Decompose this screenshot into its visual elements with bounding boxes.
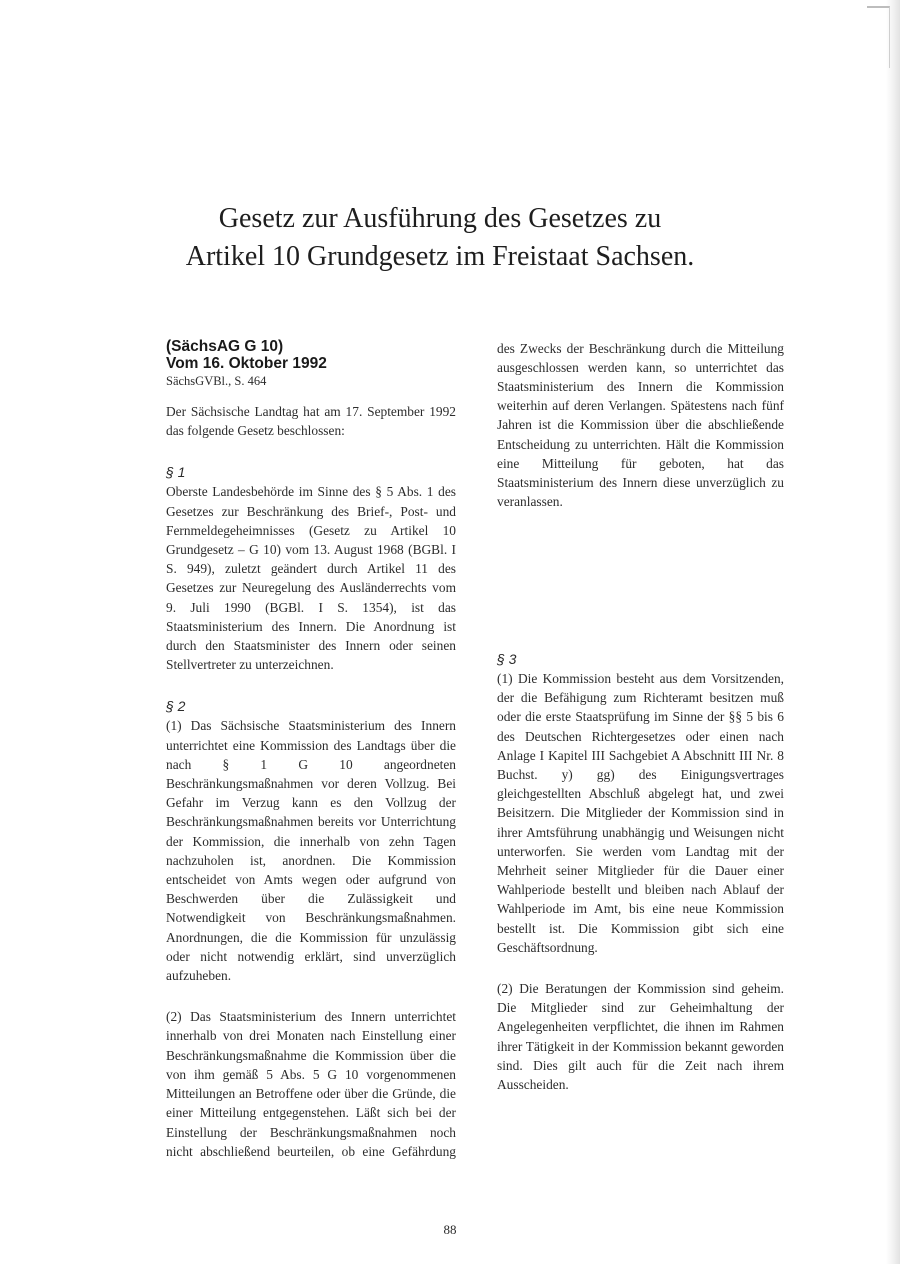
section-2-paragraph-2-continued: [497, 339, 784, 627]
preamble: Der Sächsische Landtag hat am 17. September 1992 das folgende Gesetz beschlossen:: [166, 404, 456, 439]
law-date: Vom 16. Oktober 1992: [166, 355, 327, 372]
short-title: (SächsAG G 10): [166, 338, 284, 355]
section-1-heading: § 1: [166, 464, 186, 481]
scan-edge-shadow: [886, 0, 900, 1264]
gazette-reference: SächsGVBl., S. 464: [166, 374, 267, 388]
section-1-text: Oberste Landesbehörde im Sinne des § 5 Abs. 1 des Gesetzes zur Beschränkung des Brief-, Post- und Fernmeldegeheimnisses (Gesetz zu Artikel 10 Grundgesetz – G 10) vom 13. August 1968 (BGBl. I S. 949), zuletzt geändert durch Artikel 11 des Gesetzes zur Neuregelung des Ausländerrechts vom 9. Juli 1990 (BGBl. I S. 1354), ist das Staatsministerium des Innern. Die Anordnung ist durch den Staatsminister des Innern oder seinen Stellvertreter zu unterzeichnen.: [166, 484, 456, 673]
section-2-paragraph-1: (1) Das Sächsische Staatsministerium des Innern unterrichtet eine Kommission des Landtags über die nach § 1 G 10 angeordneten Beschränkungsmaßnahmen vor deren Vollzug. Bei Gefahr im Verzug kann es den Vollzug der Beschränkungsmaßnahmen bereits vor Unterrichtung der Kommission, die innerhalb von zehn Tagen nachzuholen ist, anordnen. Die Kommission entscheidet von Amts wegen oder aufgrund von Beschwerden über die Zulässigkeit und Notwendigkeit von Beschränkungsmaßnahmen. Anordnungen, die die Kommission für unzulässig oder nicht notwendig erklärt, sind unverzüglich aufzuheben.: [166, 718, 456, 984]
section-2-heading: § 2: [166, 698, 186, 715]
title-line-1: Gesetz zur Ausführung des Gesetzes zu: [218, 203, 662, 234]
section-3-paragraph-2: (2) Die Beratungen der Kommission sind geheim. Die Mitglieder sind zur Geheimhaltung der Angelegenheiten verpflichtet, die ihnen im Rahmen ihrer Tätigkeit in der Kommission bekannt geworden sind. Dies gilt auch für die Zeit nach ihrem Ausscheiden.: [497, 981, 784, 1093]
left-column: [166, 338, 456, 1161]
page-title: [100, 200, 780, 276]
section-3-paragraph-1: (1) Die Kommission besteht aus dem Vorsitzenden, der die Befähigung zum Richteramt besitzen muß oder die erste Staatsprüfung im Sinne der §§ 5 bis 6 des Deutschen Richtergesetzes oder einen nach Anlage I Kapitel III Sachgebiet A Abschnitt III Nr. 8 Buchst. y) gg) des Einigungsvertrages gleichgestellten Abschluß abgelegt hat, und zwei Beisitzern. Die Mitglieder der Kommission sind in ihrer Amtsführung unabhängig und Weisungen nicht unterworfen. Sie werden vom Landtag mit der Mehrheit seiner Mitglieder für die Dauer einer Wahlperiode bestellt und bleiben nach Ablauf der Wahlperiode im Amt, bis eine neue Kommission bestellt ist. Die Kommission gibt sich eine Geschäftsordnung.: [497, 671, 784, 955]
section-3-heading: § 3: [497, 651, 517, 667]
page-number: 88: [443, 1222, 457, 1237]
section-2-paragraph-2: (2) Das Staatsministerium des Innern unterrichtet innerhalb von drei Monaten nach Einstellung einer Beschränkungsmaßnahme die Kommission über die von ihm gemäß 5 Abs. 5 G 10 vorgenommenen Mitteilungen an Betroffene oder über die Gründe, die einer Mitteilung entgegenstehen. Läßt sich bei der Einstellung der Beschränkungsmaßnahmen noch nicht abschließend beurteilen, ob eine Gefährdung: [166, 1009, 456, 1159]
title-line-2: Artikel 10 Grundgesetz im Freistaat Sachsen.: [185, 241, 695, 272]
right-column: [497, 339, 784, 1094]
scan-corner-mark: [867, 6, 890, 68]
section-2-paragraph-2-overflow: des Zwecks der Beschränkung durch die Mitteilung ausgeschlossen werden kann, so unterrichtet das Staatsministerium des Innern die Kommission weiterhin auf deren Verlangen. Spätestens nach fünf Jahren ist die Kommission über die abschließende Entscheidung zu unterrichten. Hält die Kommission eine Mitteilung für geboten, hat das Staatsministerium des Innern diese unverzüglich zu veranlassen.: [497, 340, 784, 510]
